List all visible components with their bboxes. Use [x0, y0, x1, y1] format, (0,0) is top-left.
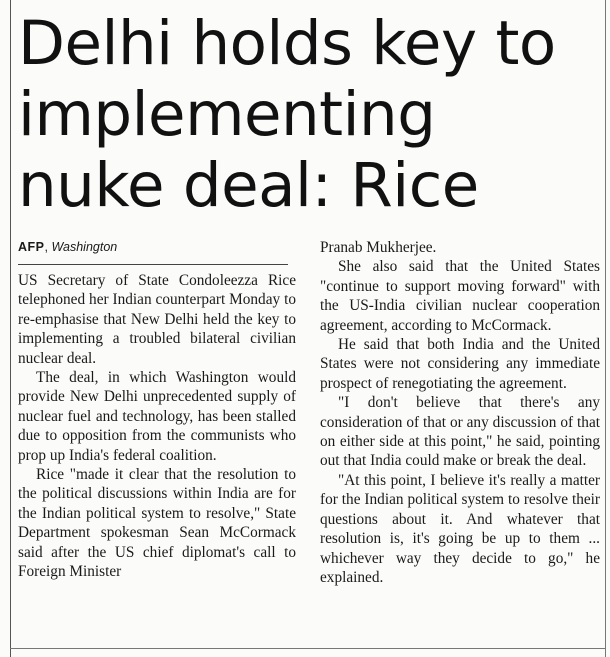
paragraph: The deal, in which Washington would provide New Delhi unprecedented supply of nuclear fuel and technology, has been stalled due to opposition from the communists who prop up India's federal coalition. [18, 369, 296, 464]
article-body [18, 238, 600, 646]
byline-place: Washington [51, 240, 118, 254]
paragraph: He said that both India and the United States were not considering any immediate prospect of renegotiating the agreement. [320, 336, 600, 392]
column-right [320, 238, 600, 646]
byline: AFP, Washington [18, 238, 288, 265]
paragraph: She also said that the United States "continue to support moving forward" with the US-India civilian nuclear cooperation agreement, according to McCormack. [320, 258, 600, 334]
headline: Delhi holds key to implementing nuke deal: Rice [18, 8, 556, 221]
paragraph: Rice "made it clear that the resolution to the political discussions within India are for the Indian political system to resolve," State Department spokesman Sean McCormack said after the US chief diplomat's call to Foreign Minister [18, 466, 296, 581]
continued-line: Pranab Mukherjee. [320, 239, 437, 256]
column-left [18, 238, 296, 646]
paragraph: US Secretary of State Condoleezza Rice telephoned her Indian counterpart Monday to re-emphasise that New Delhi held the key to implementing a troubled bilateral civilian nuclear deal. [18, 272, 296, 367]
right-border-rule [605, 0, 606, 657]
paragraph: "I don't believe that there's any consideration of that or any discussion of that on either side at this point," he said, pointing out that India could make or break the deal. [320, 394, 600, 470]
bottom-border-rule [10, 648, 606, 649]
paragraph: "At this point, I believe it's really a matter for the Indian political system to resolve their questions about it. And whatever that resolution is, it's going be up to them ... whichever way they decide to go," he explained. [320, 471, 600, 586]
left-column-rule [10, 0, 11, 657]
byline-agency: AFP [18, 240, 45, 254]
